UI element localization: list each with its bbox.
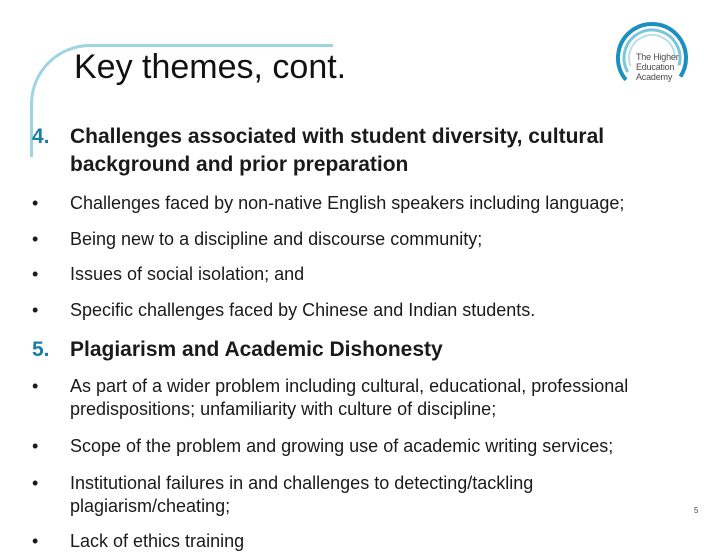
section-number: 4. [32,125,50,148]
list-item-text: As part of a wider problem including cultural, educational, professional predispositions; unfamiliarity with culture of discipline; [70,376,629,419]
list-item-text: Scope of the problem and growing use of academic writing services; [70,436,614,456]
bullet-glyph: • [32,300,39,320]
logo-line: The Higher [636,52,679,62]
list-item-text: Being new to a discipline and discourse community; [70,229,483,249]
list-item-text: Institutional failures in and challenges to detecting/tackling plagiarism/cheating; [70,473,534,516]
bullet-glyph: • [32,531,39,551]
bullet-glyph: • [32,436,39,456]
section-heading-4 [32,123,692,179]
bullet-glyph: • [32,229,39,249]
section-heading-text: Plagiarism and Academic Dishonesty [70,338,443,361]
section-heading-5 [32,336,443,364]
bullet-glyph: • [32,473,39,493]
logo-line: Academy [636,72,673,82]
bullet-glyph: • [32,193,39,213]
list-item-text: Issues of social isolation; and [70,264,305,284]
list-item-text: Challenges faced by non-native English speakers including language; [70,193,625,213]
bullet-glyph: • [32,376,39,396]
list-item-text: Specific challenges faced by Chinese and Indian students. [70,300,536,320]
logo-line: Education [636,62,675,72]
list-item-text: Lack of ethics training [70,531,245,551]
hea-logo-text [636,52,692,82]
section-heading-text: Challenges associated with student diversity, cultural background and prior preparation [70,125,605,176]
slide-title: Key themes, cont. [74,48,347,86]
section-number: 5. [32,338,50,361]
bullet-glyph: • [32,264,39,284]
page-number: 5 [694,506,699,515]
